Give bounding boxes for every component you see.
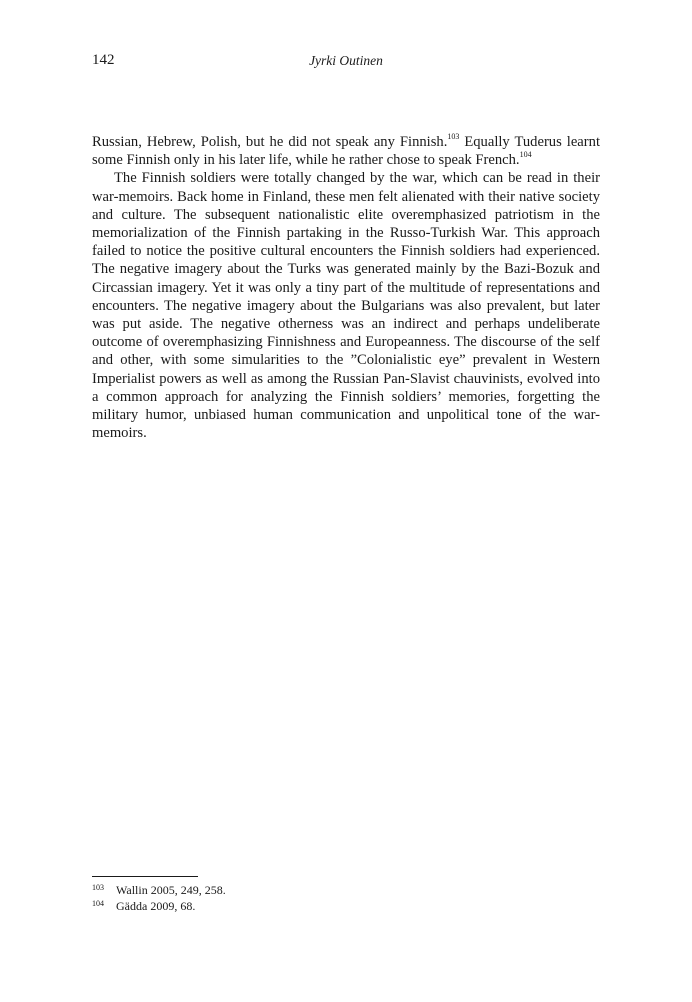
page-header (92, 52, 600, 74)
footnote-text: Wallin 2005, 249, 258. (116, 883, 226, 897)
footnote-number: 103 (92, 883, 104, 892)
paragraph-1-text-b: Equally Tuderus learnt some Finnish only in his later life, while he rather chose to speak French. (92, 134, 600, 169)
paragraph-2: The Finnish soldiers were totally changed by the war, which can be read in their war-memoirs. Back home in Finland, these men felt alienated with their native society and culture. The subsequent nationalistic elite overemphasized patriotism in the memorialization of the Finnish partaking in the Russo-Turkish War. This approach failed to notice the positive cultural encounters the Finnish soldiers had experienced. The negative imagery about the Turks was generated mainly by the Bazi-Bozuk and Circassian imagery. Yet it was only a tiny part of the multitude of representations and encounters. The negative imagery about the Bulgarians was also prevalent, but later was put aside. The negative otherness was an indirect and perhaps undeliberate outcome of overemphasizing Finnishness and Europeanness. The discourse of the self and other, with some simularities to the ”Colonialistic eye” prevalent in Western Imperialist powers as well as among the Russian Pan-Slavist chauvinists, evolved into a common approach for analyzing the Finnish soldiers’ memories, forgetting the military humor, unbiased human communication and unpolitical tone of the war-memoirs. (92, 170, 600, 442)
paragraph-1-text-a: Russian, Hebrew, Polish, but he did not speak any Finnish. (92, 134, 448, 150)
paragraph-1 (92, 133, 600, 169)
footnote-rule (92, 876, 198, 877)
footnote-103 (92, 882, 600, 898)
footnote-ref-104: 104 (519, 150, 532, 160)
footnote-text: Gädda 2009, 68. (116, 899, 196, 913)
body-text (92, 133, 600, 442)
footnote-104 (92, 898, 600, 914)
running-head: Jyrki Outinen (309, 53, 383, 68)
page-number: 142 (92, 52, 115, 68)
footnote-number: 104 (92, 899, 104, 908)
footnotes (92, 876, 600, 914)
footnote-ref-103: 103 (447, 132, 460, 142)
